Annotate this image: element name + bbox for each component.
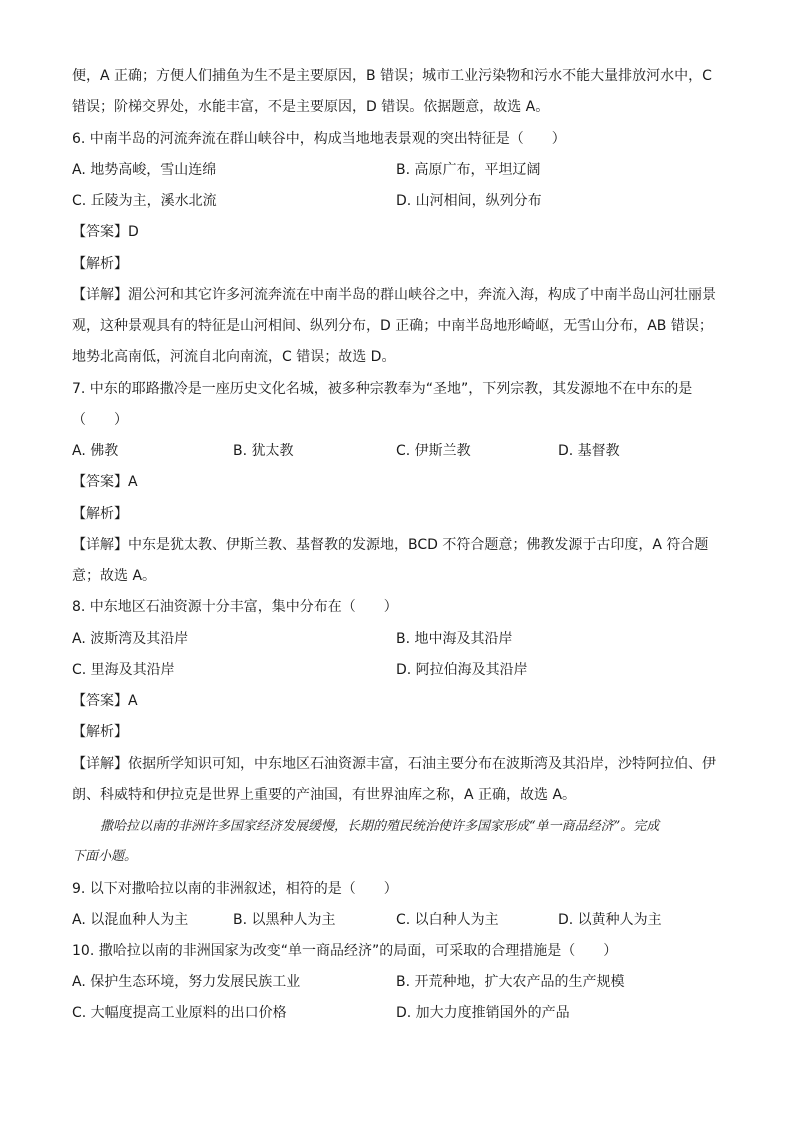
- explanation-line: 【详解】湄公河和其它许多河流奔流在中南半岛的群山峡谷之中，奔流入海，构成了中南半岛山河壮丽景: [72, 287, 716, 303]
- option-d: D. 加大力度推销国外的产品: [396, 1005, 570, 1021]
- analysis-heading: 【解析】: [72, 256, 128, 272]
- explanation-line: 地势北高南低，河流自北向南流，C 错误；故选 D。: [72, 349, 396, 365]
- option-c: C. 以白种人为主: [396, 912, 499, 928]
- analysis-heading: 【解析】: [72, 724, 128, 740]
- analysis-heading: 【解析】: [72, 506, 128, 522]
- option-c: C. 伊斯兰教: [396, 443, 471, 459]
- option-b: B. 以黑种人为主: [233, 912, 336, 928]
- option-d: D. 基督教: [558, 443, 620, 459]
- option-b: B. 高原广布，平坦辽阔: [396, 162, 541, 178]
- option-a: A. 地势高峻，雪山连绵: [72, 162, 217, 178]
- option-a: A. 以混血种人为主: [72, 912, 189, 928]
- question-7: 7. 中东的耶路撒冷是一座历史文化名城，被多种宗教奉为“圣地”，下列宗教，其发源地不在中东的是: [72, 381, 693, 397]
- answer: 【答案】D: [72, 224, 139, 240]
- option-a: A. 佛教: [72, 443, 119, 459]
- option-d: D. 阿拉伯海及其沿岸: [396, 662, 528, 678]
- question-6: 6. 中南半岛的河流奔流在群山峡谷中，构成当地地表景观的突出特征是（ ）: [72, 131, 566, 147]
- question-7-bracket: （ ）: [72, 412, 128, 428]
- group-intro: 下面小题。: [72, 849, 138, 864]
- option-d: D. 以黄种人为主: [558, 912, 662, 928]
- explanation-line: 意；故选 A。: [72, 568, 157, 584]
- explanation-line: 【详解】中东是犹太教、伊斯兰教、基督教的发源地，BCD 不符合题意；佛教发源于古印度，A 符合题: [72, 537, 709, 553]
- answer: 【答案】A: [72, 474, 138, 490]
- explanation-line: 观，这种景观具有的特征是山河相间、纵列分布，D 正确；中南半岛地形崎岖，无雪山分布，AB 错误；: [72, 318, 713, 334]
- answer: 【答案】A: [72, 693, 138, 709]
- question-10: 10. 撒哈拉以南的非洲国家为改变“单一商品经济”的局面，可采取的合理措施是（ ）: [72, 943, 618, 959]
- option-b: B. 地中海及其沿岸: [396, 631, 513, 647]
- text-line: 便，A 正确；方便人们捕鱼为生不是主要原因，B 错误；城市工业污染物和污水不能大量排放河水中，C: [72, 68, 712, 84]
- option-a: A. 波斯湾及其沿岸: [72, 631, 189, 647]
- option-b: B. 开荒种地，扩大农产品的生产规模: [396, 974, 625, 990]
- text-line: 错误；阶梯交界处，水能丰富，不是主要原因，D 错误。依据题意，故选 A。: [72, 99, 550, 115]
- explanation-line: 朗、科威特和伊拉克是世界上重要的产油国，有世界油库之称，A 正确，故选 A。: [72, 787, 577, 803]
- option-b: B. 犹太教: [233, 443, 294, 459]
- option-c: C. 丘陵为主，溪水北流: [72, 193, 217, 209]
- option-c: C. 里海及其沿岸: [72, 662, 175, 678]
- explanation-line: 【详解】依据所学知识可知，中东地区石油资源丰富，石油主要分布在波斯湾及其沿岸，沙特阿拉伯、伊: [72, 756, 716, 772]
- question-9: 9. 以下对撒哈拉以南的非洲叙述，相符的是（ ）: [72, 881, 398, 897]
- option-d: D. 山河相间，纵列分布: [396, 193, 542, 209]
- group-intro: 撒哈拉以南的非洲许多国家经济发展缓慢，长期的殖民统治使许多国家形成“单一商品经济”。完成: [100, 819, 660, 834]
- option-a: A. 保护生态环境，努力发展民族工业: [72, 974, 301, 990]
- question-8: 8. 中东地区石油资源十分丰富，集中分布在（ ）: [72, 599, 398, 615]
- option-c: C. 大幅度提高工业原料的出口价格: [72, 1005, 287, 1021]
